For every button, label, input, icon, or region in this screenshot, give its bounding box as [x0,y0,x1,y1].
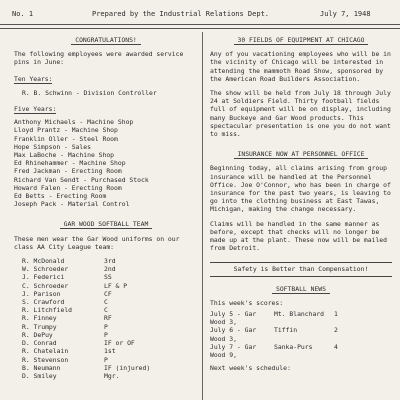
table-row: July 7 - Gar Wood 9, Sanka-Purs 4 [210,342,338,360]
table-row: July 5 - Gar Wood 3, Mt. Blanchard 1 [210,310,338,327]
table-row: J. Parison CF [22,289,112,298]
list-item: Max LaBoche - Machine Shop [14,151,115,160]
insurance-paragraph-2: Claims will be handled in the same manner as before, except that checks will no longer be made up at the plant. These now will be mailed from Detroit. [210,219,387,253]
list-item: Fred Jackman - Erecting Room [14,167,122,176]
issue-date: July 7, 1948 [320,10,371,18]
list-item: Lloyd Prantz - Machine Shop [14,126,118,135]
header-rule-2 [0,28,400,29]
column-divider [202,32,203,400]
table-row: D. Conrad IF or OF [22,339,135,348]
scores-label: This week's scores: [210,298,284,307]
prepared-by: Prepared by the Industrial Relations Dept. [92,10,270,18]
insurance-heading: INSURANCE NOW AT PERSONNEL OFFICE [210,150,392,158]
table-row: R. Litchfield C [22,306,108,315]
schedule-label: Next week's schedule: [210,364,291,373]
insurance-paragraph-1: Beginning today, all claims arising from group insurance will be handled at the Personnel Office. Joe O'Connor, who has been in charge of insurance for the past two years, is leaving to go into the clothing business at East Tawas, Michigan, making the change necessary. [210,164,391,214]
issue-number: No. 1 [12,10,34,18]
table-row: R. McDonald 3rd [22,257,116,266]
table-row: R. Trumpy P [22,322,108,331]
header-rule-1 [0,24,400,25]
table-row: R. Chatelain 1st [22,347,116,356]
team-roster [14,257,198,380]
list-item: Franklin Oller - Steel Room [14,134,118,143]
table-row: July 6 - Gar Wood 3, Tiffin 2 [210,326,338,343]
table-row: R. Stevenson P [22,355,108,364]
table-row: R. DePuy P [22,330,108,339]
congrats-heading: CONGRATULATIONS! [14,36,198,44]
safety-slogan: Safety is Better than Compensation! [210,262,392,276]
scores-list [210,310,392,359]
table-row: B. Neumann IF (injured) [22,363,151,372]
list-item: Hope Simpson - Sales [14,142,91,151]
five-years-list [14,118,198,208]
list-item: Joseph Pack - Material Control [14,200,130,209]
ten-years-label: Ten Years: [14,74,53,83]
table-row: D. Smiley Mgr. [22,371,120,380]
list-item: Anthony Michaels - Machine Shop [14,118,134,127]
list-item: Richard Van Sendt - Purchased Stock [14,175,149,184]
table-row: C. Schroeder LF & P [22,281,128,290]
list-item: Ed Betts - Erecting Room [14,192,107,201]
softball-team-heading: GAR WOOD SOFTBALL TEAM [14,220,198,228]
list-item: Howard Falen - Erecting Room [14,183,122,192]
softball-news-heading: SOFTBALL NEWS [210,285,392,293]
fields-paragraph-2: The show will be held from July 18 through July 24 at Soldiers Field. Thirty football fields full of equipment will be on display, including many Buckeye and Gar Wood products. This spectacular presentation is one you do not want to miss. [210,89,391,139]
table-row: J. Federici SS [22,273,112,282]
list-item: R. B. Schwinn - Division Controller [22,88,157,97]
congrats-intro: The following employees were awarded service pins in June: [14,50,184,67]
list-item: Ed Rhinehammer - Machine Shop [14,159,126,168]
table-row: R. Finney RF [22,314,112,323]
softball-team-intro: These men wear the Gar Wood uniforms on our class AA City League team: [14,234,180,251]
right-column [210,36,392,379]
fields-heading: 30 FIELDS OF EQUIPMENT AT CHICAGO [210,36,392,44]
five-years-label: Five Years: [14,105,57,114]
table-row: S. Crawford C [22,298,108,307]
ten-years-list [14,89,198,97]
fields-paragraph-1: Any of you vacationing employees who will be in the vicinity of Chicago will be interested in attending the mammoth Road Show, sponsored by the American Road Builders Association. [210,50,391,83]
left-column [14,36,198,380]
table-row: W. Schroeder 2nd [22,265,116,274]
